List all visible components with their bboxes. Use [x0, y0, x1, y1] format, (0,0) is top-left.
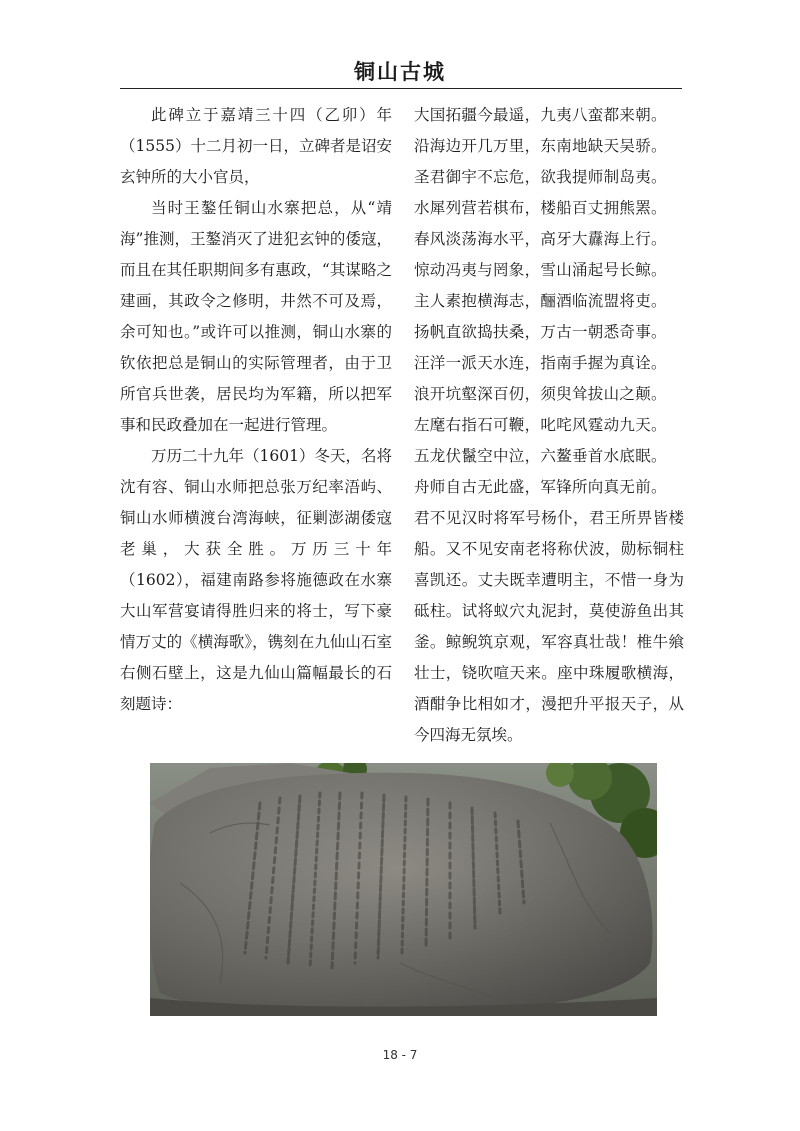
poem-line: 左麾右指石可鞭，叱咤风霆动九天。 [414, 416, 667, 434]
header-divider [120, 88, 682, 89]
poem-line: 主人素抱横海志，酾酒临流盟将吏。 [414, 292, 667, 310]
poem-line: 浪开坑壑深百仞，须臾耸拔山之颠。 [414, 385, 667, 403]
poem-line: 五龙伏鬣空中泣，六鳌垂首水底眠。 [414, 447, 667, 465]
page-number: 18 - 7 [382, 1048, 418, 1062]
poem-right-column [414, 100, 684, 751]
poem-line: 大国拓疆今最遥，九夷八蛮都来朝。 [414, 106, 667, 124]
inscribed-rock-photo [150, 763, 657, 1016]
poem-line: 惊动冯夷与罔象，雪山涌起号长鲸。 [414, 261, 667, 279]
page-title: 铜山古城 [354, 60, 446, 84]
poem-line: 扬帆直欲捣扶桑，万古一朝悉奇事。 [414, 323, 667, 341]
poem-line: 水犀列营若棋布，楼船百丈拥熊罴。 [414, 199, 667, 217]
poem-line: 沿海边开几万里，东南地缺天吴骄。 [414, 137, 667, 155]
poem-line: 春风淡荡海水平，高牙大纛海上行。 [414, 230, 667, 248]
paragraph: 当时王鏊任铜山水寨把总，从“靖海”推测，王鏊消灭了进犯玄钟的倭寇，而且在其任职期间多有惠政，“其谋略之建画，其政令之修明，井然不可及焉，余可知也。”或许可以推测，铜山水寨的钦依把总是铜山的实际管理者，由于卫所官兵世袭，居民均为军籍，所以把军事和民政叠加在一起进行管理。 [120, 199, 392, 434]
poem-line: 圣君御宇不忘危，欲我提师制岛夷。 [414, 168, 667, 186]
paragraph: 此碑立于嘉靖三十四（乙卯）年（1555）十二月初一日，立碑者是诏安玄钟所的大小官员， [120, 106, 392, 186]
poem-prose: 君不见汉时将军号杨仆，君王所畀皆楼船。又不见安南老将称伏波，勋标铜柱喜凯还。丈夫既幸遭明主，不惜一身为砥柱。试将蚁穴丸泥封，莫使游鱼出其釜。鲸鲵筑京观，军容真壮哉！椎牛飨壮士，铙吹喧天来。座中珠履歌横海，酒酣争比相如才，漫把升平报天子，从今四海无氛埃。 [414, 509, 684, 744]
poem-line: 汪洋一派天水连，指南手握为真诠。 [414, 354, 667, 372]
body-text-left-column [120, 100, 392, 720]
paragraph: 万历二十九年（1601）冬天，名将沈有容、铜山水师把总张万纪率浯屿、铜山水师横渡台湾海峡，征剿澎湖倭寇老巢，大获全胜。万历三十年（1602），福建南路参将施德政在水寨大山军营宴请得胜归来的将士，写下豪情万丈的《横海歌》，镌刻在九仙山石室右侧石壁上，这是九仙山篇幅最长的石刻题诗： [120, 447, 392, 713]
poem-line: 舟师自古无此盛，军锋所向真无前。 [414, 478, 667, 496]
